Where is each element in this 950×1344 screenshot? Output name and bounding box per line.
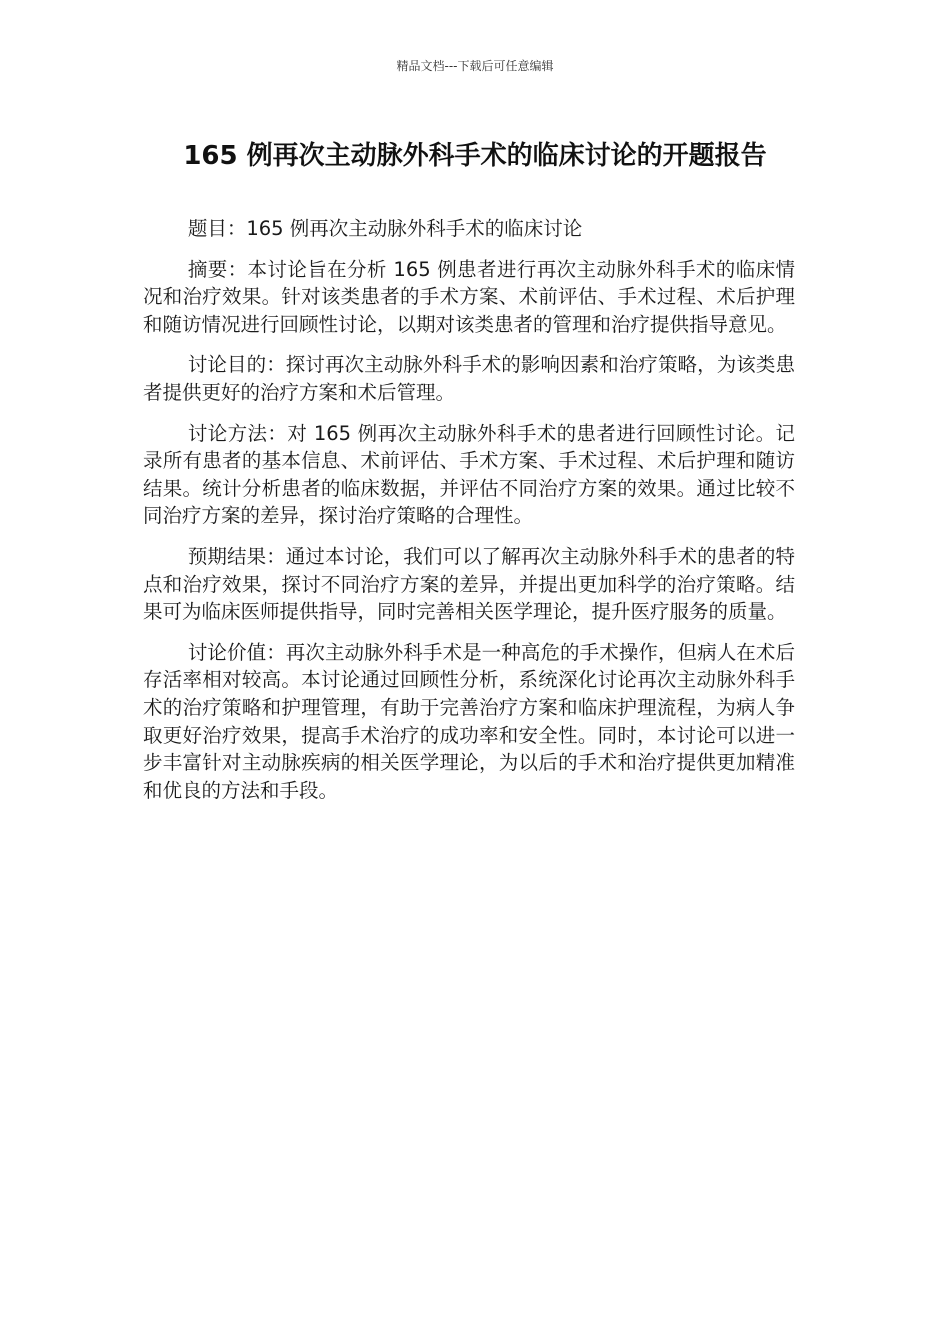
paragraph-topic: 题目：165 例再次主动脉外科手术的临床讨论 [187, 217, 583, 240]
document-body [143, 215, 795, 817]
header-note: 精品文档---下载后可任意编辑 [396, 59, 554, 73]
paragraph-value: 讨论价值：再次主动脉外科手术是一种高危的手术操作，但病人在术后存活率相对较高。本讨论通过回顾性分析，系统深化讨论再次主动脉外科手术的治疗策略和护理管理，有助于完善治疗方案和临床护理流程，为病人争取更好治疗效果，提高手术治疗的成功率和安全性。同时，本讨论可以进一步丰富针对主动脉疾病的相关医学理论，为以后的手术和治疗提供更加精准和优良的方法和手段。 [143, 640, 795, 802]
document-title: 165 例再次主动脉外科手术的临床讨论的开题报告 [183, 141, 767, 171]
paragraph-purpose: 讨论目的：探讨再次主动脉外科手术的影响因素和治疗策略，为该类患者提供更好的治疗方案和术后管理。 [143, 353, 795, 404]
paragraph-abstract: 摘要：本讨论旨在分析 165 例患者进行再次主动脉外科手术的临床情况和治疗效果。针对该类患者的手术方案、术前评估、手术过程、术后护理和随访情况进行回顾性讨论，以期对该类患者的管理和治疗提供指导意见。 [143, 257, 795, 336]
paragraph-expected-results: 预期结果：通过本讨论，我们可以了解再次主动脉外科手术的患者的特点和治疗效果，探讨不同治疗方案的差异，并提出更加科学的治疗策略。结果可为临床医师提供指导，同时完善相关医学理论，提升医疗服务的质量。 [143, 544, 795, 624]
paragraph-method: 讨论方法：对 165 例再次主动脉外科手术的患者进行回顾性讨论。记录所有患者的基本信息、术前评估、手术方案、手术过程、术后护理和随访结果。统计分析患者的临床数据，并评估不同治疗方案的效果。通过比较不同治疗方案的差异，探讨治疗策略的合理性。 [143, 421, 795, 528]
